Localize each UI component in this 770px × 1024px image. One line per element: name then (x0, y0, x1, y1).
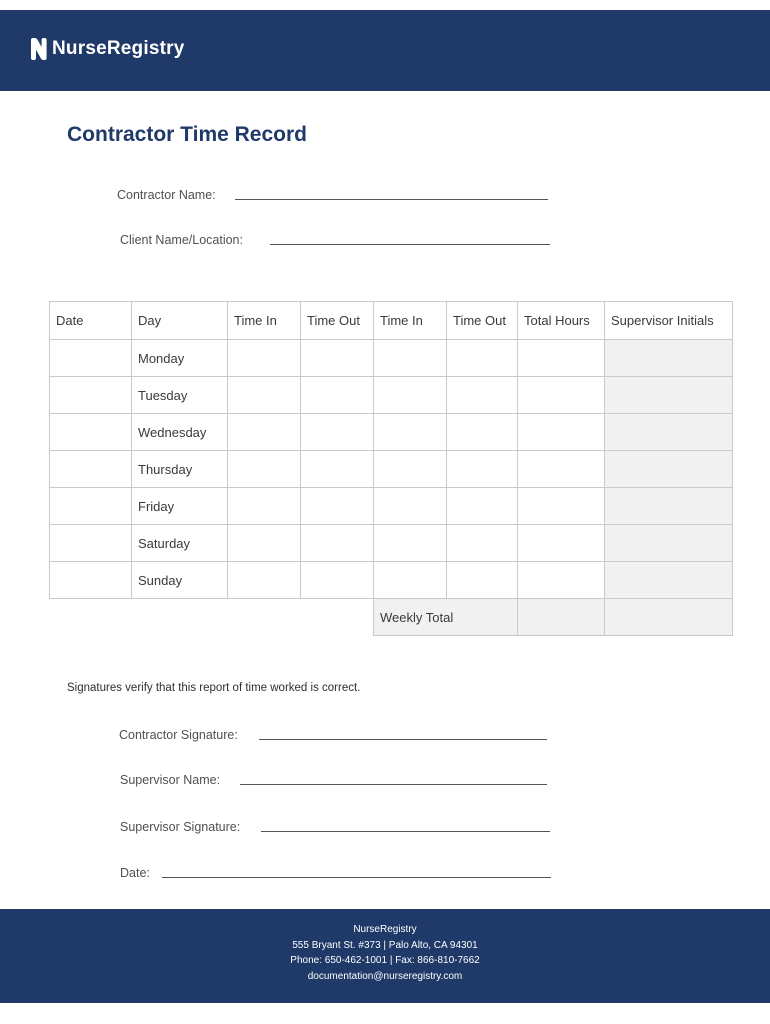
supervisor-name-field[interactable] (120, 772, 220, 788)
brand-logo[interactable] (29, 37, 184, 61)
time-record-table (49, 301, 733, 636)
weekly-total-label: Weekly Total (374, 599, 518, 636)
entry-cell[interactable] (301, 525, 374, 562)
entry-cell[interactable] (50, 451, 132, 488)
entry-cell[interactable] (518, 525, 605, 562)
supervisor-signature-label: Supervisor Signature: (120, 820, 241, 834)
footer-bar (0, 909, 770, 1003)
entry-cell[interactable] (374, 377, 447, 414)
date-line[interactable] (162, 877, 551, 878)
weekly-total-row (50, 599, 733, 636)
entry-cell[interactable] (50, 414, 132, 451)
supervisor-name-line[interactable] (240, 784, 547, 785)
entry-cell[interactable] (228, 525, 301, 562)
entry-cell[interactable] (518, 451, 605, 488)
entry-cell[interactable] (447, 562, 518, 599)
nurseregistry-logo-icon (29, 37, 48, 61)
table-row (50, 377, 733, 414)
column-header: Total Hours (518, 302, 605, 340)
supervisor-initials-cell[interactable] (605, 377, 733, 414)
day-cell: Thursday (132, 451, 228, 488)
contractor-name-label: Contractor Name: (117, 188, 216, 202)
footer-address: 555 Bryant St. #373 | Palo Alto, CA 94301 (292, 939, 478, 951)
column-header: Time Out (447, 302, 518, 340)
day-cell: Sunday (132, 562, 228, 599)
entry-cell[interactable] (50, 377, 132, 414)
entry-cell[interactable] (518, 488, 605, 525)
page-title: Contractor Time Record (67, 123, 307, 146)
weekly-total-hours-cell[interactable] (518, 599, 605, 636)
entry-cell[interactable] (301, 451, 374, 488)
entry-cell[interactable] (447, 340, 518, 377)
entry-cell[interactable] (228, 340, 301, 377)
supervisor-initials-cell[interactable] (605, 562, 733, 599)
day-cell: Tuesday (132, 377, 228, 414)
contractor-signature-label: Contractor Signature: (119, 728, 238, 742)
footer-company: NurseRegistry (353, 924, 417, 935)
verification-note: Signatures verify that this report of time worked is correct. (67, 682, 361, 694)
footer-email[interactable]: documentation@nurseregistry.com (307, 970, 463, 982)
supervisor-signature-line[interactable] (261, 831, 550, 832)
entry-cell[interactable] (301, 340, 374, 377)
supervisor-initials-cell[interactable] (605, 525, 733, 562)
empty-cell (50, 599, 374, 636)
contractor-name-line[interactable] (235, 199, 548, 200)
entry-cell[interactable] (447, 525, 518, 562)
entry-cell[interactable] (50, 562, 132, 599)
client-location-label: Client Name/Location: (120, 233, 243, 247)
supervisor-initials-cell[interactable] (605, 340, 733, 377)
supervisor-signature-field[interactable] (120, 819, 240, 835)
supervisor-name-label: Supervisor Name: (120, 773, 221, 787)
entry-cell[interactable] (518, 377, 605, 414)
day-cell: Monday (132, 340, 228, 377)
entry-cell[interactable] (447, 414, 518, 451)
table-row (50, 488, 733, 525)
entry-cell[interactable] (301, 562, 374, 599)
table-row (50, 525, 733, 562)
contractor-signature-field[interactable] (119, 727, 238, 743)
header-bar (0, 10, 770, 91)
table-header-row (50, 302, 733, 340)
entry-cell[interactable] (301, 488, 374, 525)
entry-cell[interactable] (374, 488, 447, 525)
column-header: Time In (374, 302, 447, 340)
column-header: Date (50, 302, 132, 340)
column-header: Time Out (301, 302, 374, 340)
contractor-name-field[interactable] (117, 187, 216, 203)
contractor-signature-line[interactable] (259, 739, 547, 740)
column-header: Time In (228, 302, 301, 340)
entry-cell[interactable] (374, 340, 447, 377)
day-cell: Friday (132, 488, 228, 525)
entry-cell[interactable] (518, 340, 605, 377)
entry-cell[interactable] (374, 562, 447, 599)
table-row (50, 562, 733, 599)
footer-contact: Phone: 650-462-1001 | Fax: 866-810-7662 (290, 955, 480, 966)
entry-cell[interactable] (50, 525, 132, 562)
entry-cell[interactable] (374, 414, 447, 451)
entry-cell[interactable] (518, 562, 605, 599)
column-header: Supervisor Initials (605, 302, 733, 340)
table-row (50, 414, 733, 451)
entry-cell[interactable] (374, 451, 447, 488)
entry-cell[interactable] (228, 562, 301, 599)
column-header: Day (132, 302, 228, 340)
supervisor-initials-cell[interactable] (605, 414, 733, 451)
supervisor-initials-cell[interactable] (605, 488, 733, 525)
entry-cell[interactable] (228, 377, 301, 414)
day-cell: Saturday (132, 525, 228, 562)
entry-cell[interactable] (228, 451, 301, 488)
client-location-line[interactable] (270, 244, 550, 245)
entry-cell[interactable] (447, 377, 518, 414)
entry-cell[interactable] (301, 377, 374, 414)
day-cell: Wednesday (132, 414, 228, 451)
entry-cell[interactable] (447, 451, 518, 488)
entry-cell[interactable] (50, 488, 132, 525)
table-row (50, 451, 733, 488)
date-field[interactable] (120, 865, 150, 881)
entry-cell[interactable] (301, 414, 374, 451)
weekly-total-initials-cell[interactable] (605, 599, 733, 636)
supervisor-initials-cell[interactable] (605, 451, 733, 488)
entry-cell[interactable] (228, 488, 301, 525)
date-label: Date: (120, 866, 150, 880)
entry-cell[interactable] (447, 488, 518, 525)
brand-name: NurseRegistry (52, 38, 185, 59)
entry-cell[interactable] (518, 414, 605, 451)
entry-cell[interactable] (228, 414, 301, 451)
client-location-field[interactable] (120, 232, 243, 248)
table-row (50, 340, 733, 377)
entry-cell[interactable] (374, 525, 447, 562)
entry-cell[interactable] (50, 340, 132, 377)
